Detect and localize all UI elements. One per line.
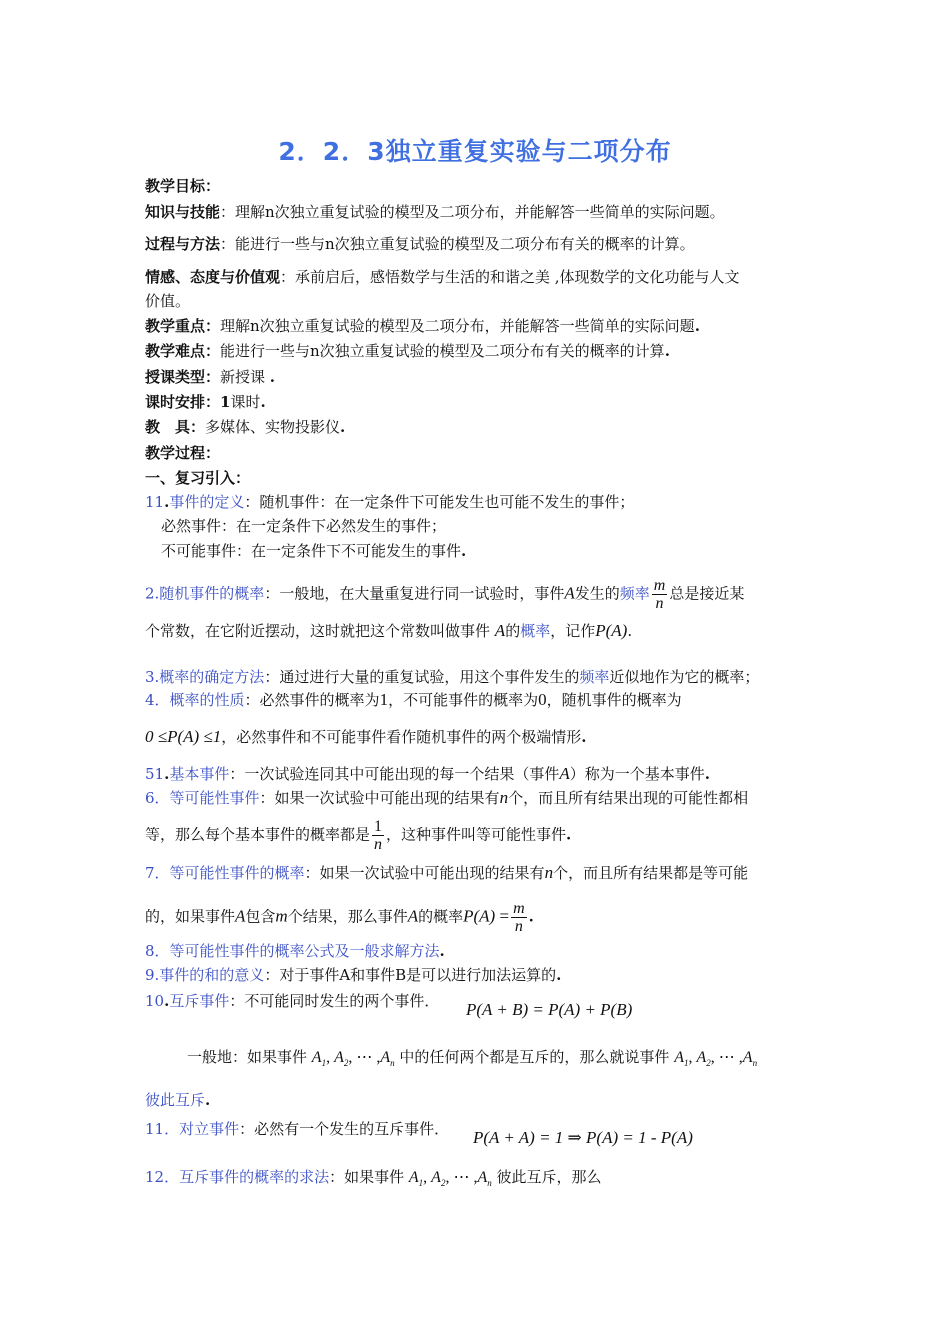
item-11-label: 11．对立事件 xyxy=(145,1120,240,1138)
emotion-text: ：承前启后，感悟数学与生活的和谐之美 ,体现数学的文化功能与人文 xyxy=(280,268,740,286)
subscript: 1 xyxy=(321,1058,327,1068)
item-12 xyxy=(145,1166,815,1194)
item-6 xyxy=(145,787,815,809)
item-2-text-e: 的 xyxy=(505,622,521,640)
item-3-text-a: ：通过进行大量的重复试验，用这个事件发生的 xyxy=(264,668,580,686)
addition-formula: P(A + B) = P(A) + P(B) xyxy=(466,1000,633,1019)
item-10-mutual-text: 彼此互斥 xyxy=(145,1091,206,1109)
tools-label: 教 具： xyxy=(145,418,206,436)
subscript: n xyxy=(752,1058,758,1068)
item-6-text-d: ，这种事件叫等可能性事件 xyxy=(386,825,567,844)
item-7-text-a: ：如果一次试验中可能出现的结果有 xyxy=(304,864,545,882)
item-6-label: 6．等可能性事件 xyxy=(145,789,260,807)
hours-num: 1 xyxy=(220,393,231,411)
item-2-text-f: ，记作 xyxy=(550,622,596,640)
item-12-text-b: 彼此互斥，那么 xyxy=(496,1168,602,1186)
item-6-cont: 等，那么每个基本事件的概率都是 $\frac{1}{n}$ ，这种事件叫等可能性事件. xyxy=(145,818,572,853)
fraction-m-n xyxy=(511,900,527,935)
item-3-text-b: 近似地作为它的概率； xyxy=(609,668,760,686)
item-8-label: 8．等可能性事件的概率公式及一般求解方法 xyxy=(145,942,440,960)
hours-line: 课时安排：1课时. xyxy=(145,393,266,411)
symbol-m: m xyxy=(275,906,288,926)
formula-complement xyxy=(473,1127,773,1149)
event-a: A xyxy=(674,1049,684,1066)
key-label: 教学重点： xyxy=(145,317,221,335)
key-text: 理解n次独立重复试验的模型及二项分布，并能解答一些简单的实际问题 xyxy=(220,317,695,335)
item-5-text-b: ）称为一个基本事件 xyxy=(569,765,705,783)
complement-formula: P(A + A) = 1 ⇒ P(A) = 1 - P(A) xyxy=(473,1128,693,1147)
event-a: A xyxy=(311,1049,322,1066)
item-1-label: 事件的定义 xyxy=(169,493,245,511)
subscript: n xyxy=(487,1178,492,1188)
item-7-text-d: 包含 xyxy=(245,907,276,926)
item-7-text-f: 的概率 xyxy=(418,907,464,926)
item-2-freq: 频率 xyxy=(619,584,650,603)
item-3 xyxy=(145,666,815,688)
item-2-prob: 概率 xyxy=(520,622,551,640)
item-10-text: ：不可能同时发生的两个事件． xyxy=(229,992,440,1010)
hours-text: 课时 xyxy=(230,393,261,411)
event-a: A xyxy=(380,1049,391,1066)
item-2-text-b: 发生的 xyxy=(574,584,620,603)
symbol-a: A xyxy=(235,906,246,926)
inequality-formula: 0 ≤P(A) ≤1 xyxy=(145,727,222,746)
item-10-general-a: 一般地：如果事件 xyxy=(187,1048,308,1066)
process-text: ：能进行一些与n次独立重复试验的模型及二项分布有关的概率的计算。 xyxy=(220,235,695,253)
symbol-n: n xyxy=(499,788,509,807)
item-4-text-a: ：必然事件的概率为 xyxy=(244,691,380,709)
item-2-cont: 个常数，在它附近摆动，这时就把这个常数叫做事件 A的概率，记作P(A). xyxy=(145,621,633,640)
item-5: 51.基本事件：一次试验连同其中可能出现的每一个结果（事件A）称为一个基本事件. xyxy=(145,764,710,783)
item-1: 11.事件的定义：随机事件：在一定条件下可能发生也可能不发生的事件； xyxy=(145,493,635,511)
knowledge-text: ：理解n次独立重复试验的模型及二项分布，并能解答一些简单的实际问题。 xyxy=(220,203,725,221)
item-1-impossible-text: 不可能事件：在一定条件下不可能发生的事件 xyxy=(161,542,462,560)
item-7-text-b: 个，而且所有结果都是等可能 xyxy=(553,864,749,882)
symbol-pa: P(A) xyxy=(463,906,496,926)
symbol-n: n xyxy=(544,863,554,882)
item-5-label: 基本事件 xyxy=(169,765,230,783)
event-a: A xyxy=(334,1049,344,1066)
item-10: 10.互斥事件：不可能同时发生的两个事件． xyxy=(145,992,440,1010)
item-6-text-b: 个，而且所有结果出现的可能性都相 xyxy=(508,789,749,807)
item-2 xyxy=(145,577,815,612)
process-line xyxy=(145,233,815,255)
dots: , ⋯ , xyxy=(710,1049,743,1066)
item-10-label: 互斥事件 xyxy=(169,992,230,1010)
item-6-text-c: 等，那么每个基本事件的概率都是 xyxy=(145,825,371,844)
item-7-cont: 的，如果事件A包含m个结果，那么事件A的概率P(A) = $\frac{m}{n}$ . xyxy=(145,900,534,935)
fraction-numerator: 1 xyxy=(374,818,383,835)
emotion-label: 情感、态度与价值观 xyxy=(145,268,281,286)
fraction-1-n xyxy=(372,818,384,853)
tools-text: 多媒体、实物投影仪 xyxy=(205,418,341,436)
event-a: A xyxy=(696,1049,707,1066)
item-2-text-d: 个常数，在它附近摆动，这时就把这个常数叫做事件 xyxy=(145,622,491,640)
item-9: 9.事件的和的意义：对于事件A和事件B是可以进行加法运算的. xyxy=(145,966,562,984)
item-2-text-c: 总是接近某 xyxy=(669,584,745,603)
event-a: A xyxy=(408,1169,419,1186)
item-number: 10 xyxy=(145,992,165,1010)
fraction-denominator: n xyxy=(374,836,383,853)
fraction-numerator: m xyxy=(653,577,666,594)
item-11-text: ：必然有一个发生的互斥事件． xyxy=(239,1120,450,1138)
item-7-text-c: 的，如果事件 xyxy=(145,907,236,926)
event-list-1: $A_1$, $A_2$, ⋯ $,A_n$ xyxy=(311,1049,395,1068)
item-7-text-e: 个结果，那么事件 xyxy=(287,907,408,926)
item-1-impossible: 不可能事件：在一定条件下不可能发生的事件. xyxy=(161,542,467,560)
subscript: 2 xyxy=(706,1058,711,1068)
item-3-freq: 频率 xyxy=(579,668,610,686)
section-review: 一、复习引入： xyxy=(145,469,251,487)
event-a: A xyxy=(431,1169,441,1186)
hours-label: 课时安排： xyxy=(145,393,221,411)
symbol-pa: P(A) xyxy=(595,621,628,640)
item-10-general-b: 中的任何两个都是互斥的，那么就说事件 xyxy=(399,1048,670,1066)
process-heading: 教学过程： xyxy=(145,444,221,462)
item-8: 8．等可能性事件的概率公式及一般求解方法. xyxy=(145,942,445,960)
value-one: 1 xyxy=(379,690,389,709)
item-6-text-a: ：如果一次试验中可能出现的结果有 xyxy=(259,789,500,807)
item-2-text-a: ：一般地，在大量重复进行同一试验时，事件 xyxy=(264,584,565,603)
emotion-line-2: 价值。 xyxy=(145,292,191,310)
item-7-label: 7．等可能性事件的概率 xyxy=(145,864,305,882)
difficult-text: 能进行一些与n次独立重复试验的模型及二项分布有关的概率的计算 xyxy=(220,342,665,360)
tools-line: 教 具：多媒体、实物投影仪. xyxy=(145,418,346,436)
item-4-cont: 0 ≤P(A) ≤1，必然事件和不可能事件看作随机事件的两个极端情形. xyxy=(145,727,587,746)
subscript: 2 xyxy=(440,1178,446,1188)
subscript: 1 xyxy=(684,1058,689,1068)
symbol-a: A xyxy=(564,583,575,603)
item-1-text: ：随机事件：在一定条件下可能发生也可能不发生的事件； xyxy=(244,493,635,511)
item-10-general xyxy=(187,1046,812,1074)
item-9-label: 9.事件的和的意义 xyxy=(145,966,265,984)
fraction-m-n xyxy=(652,577,668,612)
event-list-2: $A_1$, $A_2$, ⋯ $,A_n$ xyxy=(674,1049,758,1068)
item-1-certain: 必然事件：在一定条件下必然发生的事件； xyxy=(161,517,447,535)
subscript: 2 xyxy=(343,1058,349,1068)
emotion-line xyxy=(145,266,815,288)
type-line: 授课类型：新授课 . xyxy=(145,368,276,386)
item-3-label: 3.概率的确定方法 xyxy=(145,668,265,686)
knowledge-label: 知识与技能 xyxy=(145,203,221,221)
item-10-mutual: 彼此互斥. xyxy=(145,1091,211,1109)
event-a: A xyxy=(477,1169,488,1186)
fraction-denominator: n xyxy=(655,595,664,612)
page-title: 2．2．3独立重复实验与二项分布 xyxy=(278,137,672,166)
item-12-label: 12．互斥事件的概率的求法 xyxy=(145,1168,330,1186)
event-list-3: $A_1$, $A_2$, ⋯ $,A_n$ xyxy=(408,1169,492,1188)
item-4 xyxy=(145,689,815,711)
subscript: 1 xyxy=(418,1178,424,1188)
item-9-text: ：对于事件A和事件B是可以进行加法运算的 xyxy=(264,966,557,984)
symbol-a: A xyxy=(494,621,506,640)
goals-heading: 教学目标： xyxy=(145,177,221,195)
symbol-a: A xyxy=(559,764,570,783)
item-2-label: 2.随机事件的概率 xyxy=(145,584,265,603)
difficult-line: 教学难点：能进行一些与n次独立重复试验的模型及二项分布有关的概率的计算. xyxy=(145,342,670,360)
type-label: 授课类型： xyxy=(145,368,221,386)
fraction-numerator: m xyxy=(513,900,525,917)
subscript: n xyxy=(390,1058,395,1068)
item-number: 11 xyxy=(145,493,165,511)
item-4-label: 4．概率的性质 xyxy=(145,691,245,709)
item-4-text-b: ，不可能事件的概率为 xyxy=(388,691,539,709)
item-4-text-c: ，随机事件的概率为 xyxy=(546,691,682,709)
difficult-label: 教学难点： xyxy=(145,342,221,360)
item-5-text: ：一次试验连同其中可能出现的每一个结果（事件 xyxy=(229,765,560,783)
item-4-text-d: ，必然事件和不可能事件看作随机事件的两个极端情形 xyxy=(221,728,582,746)
event-a: A xyxy=(742,1049,753,1066)
item-7 xyxy=(145,862,815,884)
item-12-text-a: ：如果事件 xyxy=(329,1168,405,1186)
dots: , ⋯ , xyxy=(445,1169,478,1186)
symbol-a: A xyxy=(407,906,419,926)
item-number: 51 xyxy=(145,765,165,783)
type-text: 新授课 xyxy=(220,368,270,386)
key-line: 教学重点：理解n次独立重复试验的模型及二项分布，并能解答一些简单的实际问题. xyxy=(145,317,700,335)
formula-addition xyxy=(466,999,766,1021)
dots: , ⋯ , xyxy=(348,1049,381,1066)
value-zero: 0 xyxy=(538,690,547,709)
fraction-denominator: n xyxy=(514,918,523,935)
process-label: 过程与方法 xyxy=(145,235,221,253)
knowledge-line xyxy=(145,201,815,223)
